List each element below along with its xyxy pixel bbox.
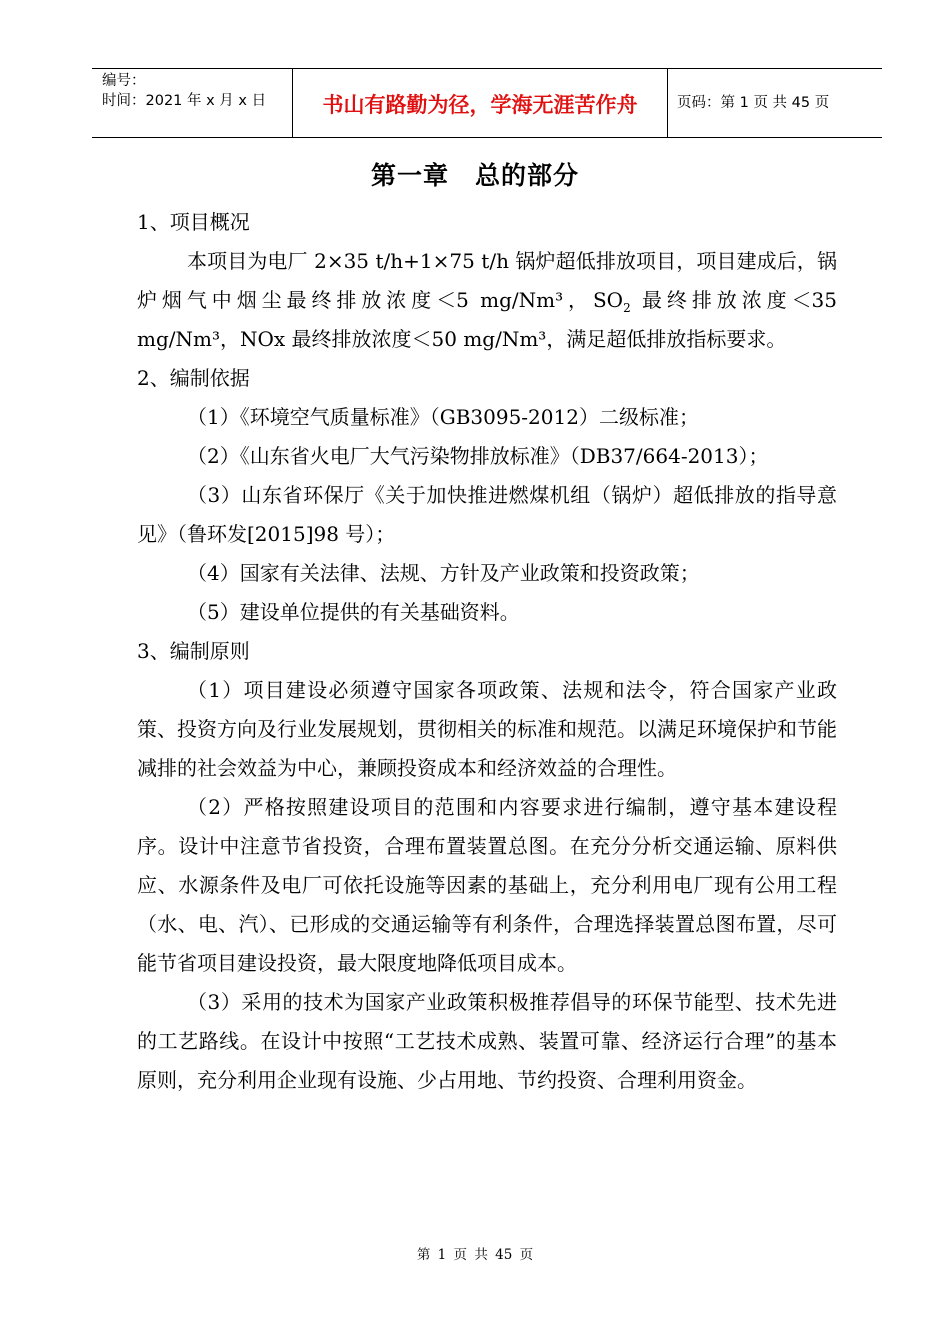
page-header-table [92, 68, 882, 138]
section-heading: 3、编制原则 [137, 639, 250, 663]
header-motto-cell [292, 69, 668, 137]
code-label: 编号： [102, 73, 146, 89]
header-page-cell [667, 69, 882, 137]
list-item: （2）严格按照建设项目的范围和内容要求进行编制，遵守基本建设程序。设计中注意节省投资，合理布置装置总图。在充分分析交通运输、原料供应、水源条件及电厂可依托设施等因素的基础上，充分利用电厂现有公用工程（水、电、汽）、已形成的交通运输等有利条件，合理选择装置总图布置，尽可能节省项目建设投资，最大限度地降低项目成本。 [137, 795, 837, 975]
list-item: （5）建设单位提供的有关基础资料。 [187, 600, 520, 624]
paragraph [137, 242, 837, 359]
list-item: （2）《山东省火电厂大气污染物排放标准》（DB37/664-2013）； [187, 444, 769, 468]
motto-text: 书山有路勤为径，学海无涯苦作舟 [322, 93, 638, 117]
document-body [137, 203, 837, 1100]
chapter-title: 第一章 总的部分 [370, 161, 579, 190]
list-item: （3）采用的技术为国家产业政策积极推荐倡导的环保节能型、技术先进的工艺路线。在设计中按照“工艺技术成熟、装置可靠、经济运行合理”的基本原则，充分利用企业现有设施、少占用地、节约投资、合理利用资金。 [137, 990, 837, 1092]
list-item: （1）项目建设必须遵守国家各项政策、法规和法令，符合国家产业政策、投资方向及行业发展规划，贯彻相关的标准和规范。以满足环境保护和节能减排的社会效益为中心，兼顾投资成本和经济效益的合理性。 [137, 678, 837, 780]
time-label: 时间：2021 年 x 月 x 日 [102, 93, 267, 109]
section-heading: 1、项目概况 [137, 210, 250, 234]
list-item: （1）《环境空气质量标准》（GB3095-2012）二级标准； [187, 405, 699, 429]
list-item: （4）国家有关法律、法规、方针及产业政策和投资政策； [187, 561, 700, 585]
paragraph-text: 本项目为电厂 2×35 t/h+1×75 t/h 锅炉超低排放项目，项目建成后，锅炉烟气中烟尘最终排放浓度＜5 mg/Nm³，SO [137, 249, 837, 312]
paragraph-text: 最终排放浓度＜35 mg/Nm³，NOx 最终排放浓度＜50 mg/Nm³，满足超低排放指标要求。 [137, 288, 837, 351]
page-number-label: 页码：第 1 页 共 45 页 [677, 95, 830, 111]
subscript: 2 [623, 301, 631, 315]
section-heading: 2、编制依据 [137, 366, 250, 390]
list-item: （3）山东省环保厅《关于加快推进燃煤机组（锅炉）超低排放的指导意见》（鲁环发[2015]98 号）； [137, 483, 837, 546]
header-meta-cell [92, 69, 292, 137]
page-footer: 第 1 页 共 45 页 [416, 1247, 534, 1263]
